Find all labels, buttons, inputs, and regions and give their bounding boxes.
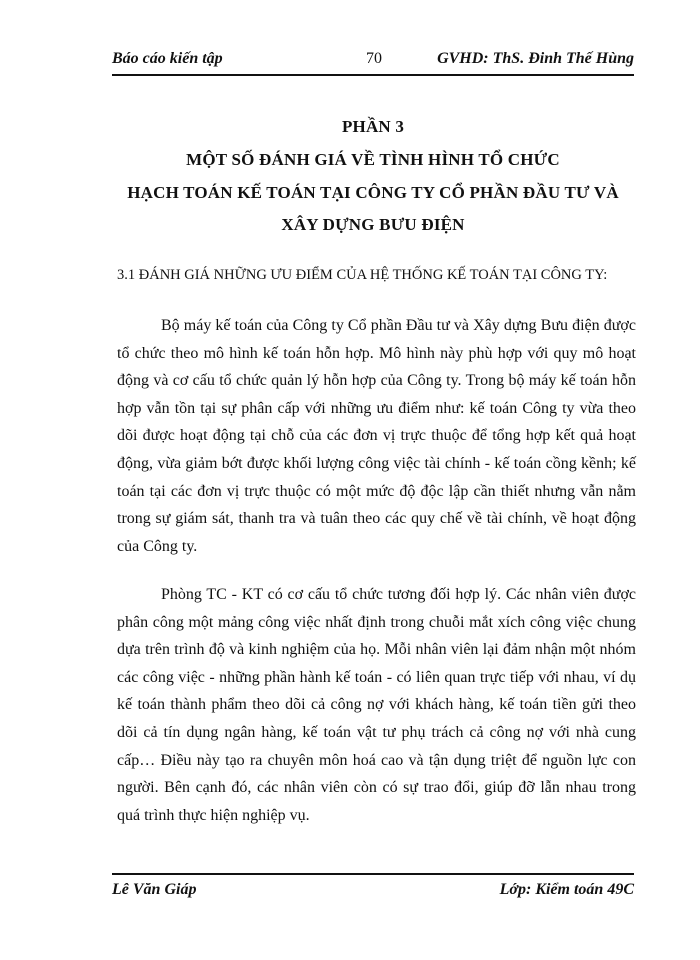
footer-author: Lê Văn Giáp	[112, 881, 197, 898]
body-paragraph-2: Phòng TC - KT có cơ cấu tổ chức tương đối hợp lý. Các nhân viên được phân công một mảng công việc nhất định trong chuỗi mắt xích công việc chung dựa trên trình độ và kinh nghiệm của họ. Mỗi nhân viên lại đảm nhận một nhóm các công việc - những phần hành kế toán - có liên quan trực tiếp với nhau, ví dụ kế toán thành phẩm theo dõi cả công nợ với khách hàng, kế toán tiền gửi theo dõi cả tín dụng ngân hàng, kế toán vật tư phụ trách cả công nợ với nhà cung cấp… Điều này tạo ra chuyên môn hoá cao và tận dụng triệt để nguồn lực con người. Bên cạnh đó, các nhân viên còn có sự trao đổi, giúp đỡ lẫn nhau trong quá trình thực hiện nghiệp vụ.	[117, 586, 636, 824]
part-title: PHẦN 3	[341, 117, 405, 136]
chapter-title-line-2: HẠCH TOÁN KẾ TOÁN TẠI CÔNG TY CỔ PHẦN ĐẦU TƯ VÀ	[127, 183, 619, 202]
header-divider	[112, 74, 634, 76]
page-header	[112, 50, 634, 72]
header-report-title: Báo cáo kiến tập	[112, 50, 223, 67]
header-supervisor: GVHD: ThS. Đinh Thế Hùng	[437, 50, 634, 67]
page-footer	[112, 881, 634, 903]
footer-class: Lớp: Kiểm toán 49C	[499, 881, 634, 898]
footer-divider	[112, 873, 634, 875]
body-paragraph-1: Bộ máy kế toán của Công ty Cổ phần Đầu tư và Xây dựng Bưu điện được tổ chức theo mô hình kế toán hỗn hợp. Mô hình này phù hợp với quy mô hoạt động và cơ cấu tổ chức quản lý hỗn hợp của Công ty. Trong bộ máy kế toán hỗn hợp vẫn tồn tại sự phân cấp với những ưu điểm như: kế toán Công ty vừa theo dõi được hoạt động tại chỗ của các đơn vị trực thuộc để tổng hợp kết quả hoạt động, vừa giảm bớt được khối lượng công việc tài chính - kế toán cồng kềnh; kế toán tại các đơn vị trực thuộc có một mức độ độc lập cần thiết nhưng vẫn nằm trong sự giám sát, thanh tra và tuân theo các quy chế về tài chính, về hoạt động của Công ty.	[117, 317, 636, 555]
chapter-title-line-1: MỘT SỐ ĐÁNH GIÁ VỀ TÌNH HÌNH TỔ CHỨC	[186, 150, 560, 169]
chapter-title-line-3: XÂY DỰNG BƯU ĐIỆN	[281, 215, 465, 234]
page-number: 70	[366, 50, 382, 67]
section-heading: 3.1 ĐÁNH GIÁ NHỮNG ƯU ĐIỂM CỦA HỆ THỐNG KẾ TOÁN TẠI CÔNG TY:	[117, 267, 608, 283]
